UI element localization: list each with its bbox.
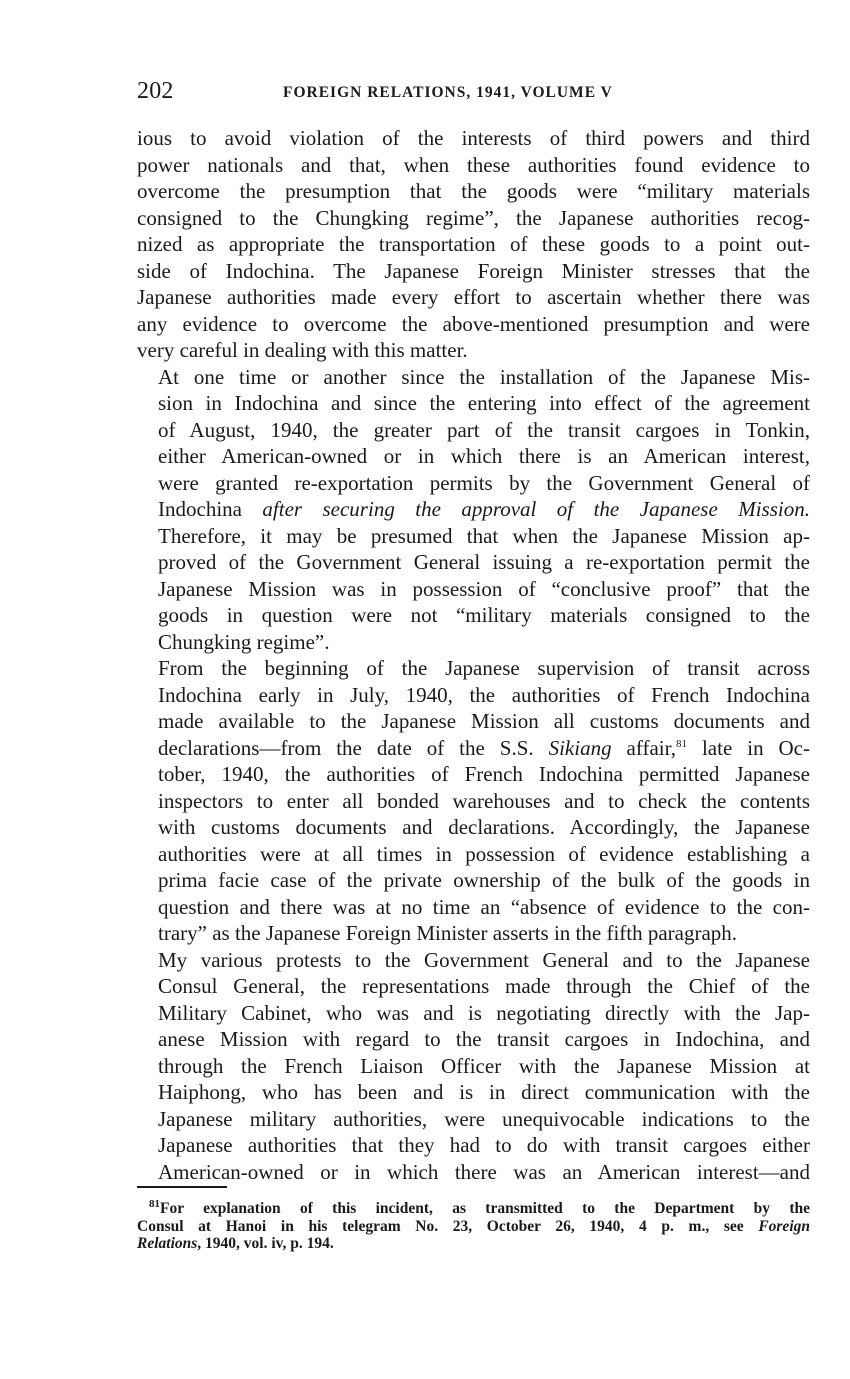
text-line: tober, 1940, the authorities of French Indochina permitted Japanese — [158, 762, 810, 786]
paragraph-4 — [137, 947, 810, 1186]
text-line: Japanese military authorities, were unequivocable indications to the — [158, 1106, 810, 1131]
text-line: Japanese Mission was in possession of “conclusive proof” that the — [158, 576, 810, 601]
text-line: Military Cabinet, who was and is negotiating directly with the Jap- — [158, 1000, 810, 1025]
text-line: through the French Liaison Officer with the Japanese Mission at — [158, 1053, 810, 1078]
text-line: Haiphong, who has been and is in direct communication with the — [158, 1080, 810, 1104]
text-line: were granted re-exportation permits by the Government General of — [158, 470, 810, 495]
text-line-with-italic — [137, 496, 810, 523]
text-line: sion in Indochina and since the entering into effect of the agreement — [158, 391, 810, 415]
text-line: consigned to the Chungking regime”, the Japanese authorities recog- — [137, 205, 810, 230]
footnote-line — [137, 1235, 810, 1253]
body-text — [137, 125, 810, 1185]
footnote-81 — [137, 1197, 810, 1253]
footnote-divider — [137, 1186, 227, 1188]
text-line: overcome the presumption that the goods were “military materials — [137, 179, 810, 203]
text-line: Therefore, it may be presumed that when the Japanese Mission ap- — [158, 523, 810, 548]
text-line: made available to the Japanese Mission all customs documents and — [158, 709, 810, 733]
page-number: 202 — [137, 78, 174, 104]
text-line: My various protests to the Government General and to the Japanese — [158, 947, 810, 972]
text-segment: affair, — [611, 735, 677, 760]
text-line: very careful in dealing with this matter. — [137, 338, 468, 362]
text-line: goods in question were not “military materials consigned to the — [158, 603, 810, 627]
text-line: of August, 1940, the greater part of the transit cargoes in Tonkin, — [158, 417, 810, 442]
text-line: ious to avoid violation of the interests of third powers and third — [137, 126, 810, 150]
text-line: question and there was at no time an “absence of evidence to the con- — [158, 894, 810, 919]
paragraph-3 — [137, 655, 810, 947]
text-line: Japanese authorities made every effort to ascertain whether there was — [137, 285, 810, 309]
footnote-line — [137, 1197, 810, 1218]
text-line: side of Indochina. The Japanese Foreign Minister stresses that the — [137, 258, 810, 283]
footnote-number: 81 — [149, 1197, 160, 1210]
text-line: nized as appropriate the transportation of these goods to a point out- — [137, 232, 810, 256]
text-segment: For explanation of this incident, as transmitted to the Department by the — [160, 1200, 810, 1217]
text-line: American-owned or in which there was an American interest—and — [158, 1159, 810, 1184]
text-line: with customs documents and declarations. Accordingly, the Japanese — [158, 815, 810, 839]
ship-name: Sikiang — [548, 735, 612, 760]
italic-phrase: after securing the approval of the Japanese Mission. — [262, 497, 810, 521]
text-line: Consul General, the representations made through the Chief of the — [158, 974, 810, 998]
italic-phrase: Foreign — [758, 1217, 810, 1235]
text-line: power nationals and that, when these authorities found evidence to — [137, 152, 810, 177]
text-segment: , 1940, vol. iv, p. 194. — [197, 1235, 334, 1252]
text-line: proved of the Government General issuing a re-exportation permit the — [158, 550, 810, 574]
text-line: Chungking regime”. — [158, 629, 330, 654]
footnote-reference[interactable]: 81 — [676, 737, 688, 750]
text-line: prima facie case of the private ownership of the bulk of the goods in — [158, 868, 810, 892]
text-line: anese Mission with regard to the transit cargoes in Indochina, and — [158, 1027, 810, 1051]
text-segment: Consul at Hanoi in his telegram No. 23, October 26, 1940, 4 p. m., see — [137, 1217, 759, 1235]
text-segment: late in Oc- — [687, 735, 810, 760]
text-line-with-footnote-ref — [137, 735, 810, 762]
running-head-title: FOREIGN RELATIONS, 1941, VOLUME V — [283, 84, 613, 101]
text-line: Japanese authorities that they had to do with transit cargoes either — [158, 1133, 810, 1157]
text-line: From the beginning of the Japanese supervision of transit across — [158, 656, 810, 680]
text-segment: Indochina — [158, 497, 263, 521]
text-segment: declarations—from the date of the S.S. — [158, 735, 549, 760]
text-line: At one time or another since the installation of the Japanese Mis- — [158, 364, 810, 389]
text-line: Indochina early in July, 1940, the authorities of French Indochina — [158, 682, 810, 707]
text-line: inspectors to enter all bonded warehouses and to check the contents — [158, 788, 810, 813]
text-line: trary” as the Japanese Foreign Minister asserts in the fifth paragraph. — [158, 921, 738, 945]
italic-phrase: Relations — [137, 1235, 198, 1252]
paragraph-1 — [137, 125, 810, 364]
text-line: any evidence to overcome the above-mentioned presumption and were — [137, 311, 810, 336]
paragraph-2 — [137, 364, 810, 656]
text-line: either American-owned or in which there is an American interest, — [158, 444, 810, 468]
text-line: authorities were at all times in possession of evidence establishing a — [158, 841, 810, 866]
footnote-line — [137, 1218, 810, 1236]
